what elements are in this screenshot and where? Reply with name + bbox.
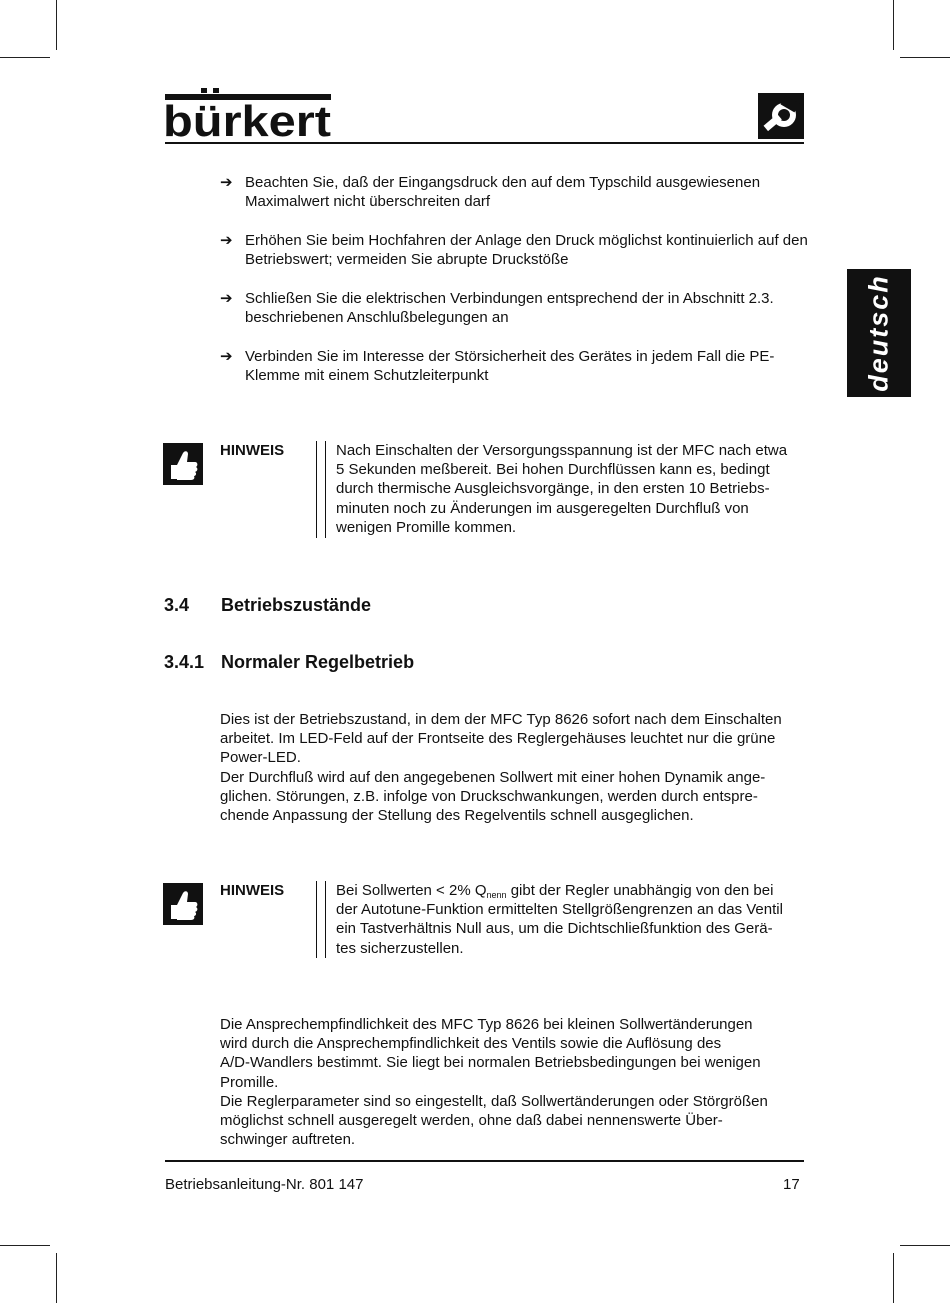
hint-text [336,881,816,958]
arrow-icon: ➔ [220,348,233,365]
text-line: chende Anpassung der Stellung des Regelventils schnell ausgeglichen. [220,807,694,825]
footer-rule [165,1160,804,1162]
subsection-heading [164,652,414,673]
hint-line: Nach Einschalten der Versorgungsspannung ist der MFC nach etwa [336,442,788,459]
hint-line: durch thermische Ausgleichsvorgänge, in den ersten 10 Betriebs- [336,480,770,498]
header-rule [165,142,804,144]
hint-label: HINWEIS [220,442,285,459]
crop-mark [56,1253,57,1303]
list-item [220,231,810,269]
language-tab [847,269,911,397]
text-line: A/D-Wandlers bestimmt. Sie liegt bei normalen Betriebsbedingungen bei wenigen [220,1054,761,1072]
text-line: Dies ist der Betriebszustand, in dem der MFC Typ 8626 sofort nach dem Einschalten [220,711,782,728]
text-line: Promille. [220,1073,279,1091]
hint-label: HINWEIS [220,882,285,899]
burkert-logo [163,88,333,140]
crop-mark [893,1253,894,1303]
hint-line: der Autotune-Funktion ermittelten Stellgrößengrenzen an das Ventil [336,901,783,919]
list-item-text: Beachten Sie, daß der Eingangsdruck den auf dem Typschild ausgewiesenen Maximalwert nicht überschreiten darf [245,174,761,210]
instruction-list [220,173,810,405]
text-line: möglichst schnell ausgeregelt werden, ohne daß dabei nennenswerte Über- [220,1112,723,1130]
section-number: 3.4 [164,595,190,615]
language-label: deutsch [863,274,894,392]
text-line: Power-LED. [220,749,301,767]
text-line: glichen. Störungen, z.B. infolge von Druckschwankungen, werden durch entspre- [220,787,758,805]
list-item [220,173,810,211]
manual-number: Betriebsanleitung-Nr. 801 147 [165,1176,364,1193]
subsection-title: Normaler Regelbetrieb [221,652,415,672]
arrow-icon: ➔ [220,174,233,191]
hint-divider [316,881,326,958]
crop-mark [56,0,57,50]
thumbs-up-icon [163,883,203,925]
subscript-nenn: nenn [486,890,507,900]
section-title: Betriebszustände [221,595,372,615]
list-item [220,347,810,385]
arrow-icon: ➔ [220,290,233,307]
list-item-text: Verbinden Sie im Interesse der Störsicherheit des Gerätes in jedem Fall die PE-Klemme mit einem Schutzleiterpunkt [245,348,775,384]
text-line: schwinger auftreten. [220,1131,356,1149]
body-paragraph [220,710,810,825]
hint-line: ein Tastverhältnis Null aus, um die Dichtschließfunktion des Gerä- [336,920,773,938]
hint-line: Bei Sollwerten < 2% $Q_{nenn}$ gibt der Regler unabhängig von den bei [336,882,774,900]
brand-text: bürkert [163,97,332,140]
crop-mark [900,57,950,58]
crop-mark [0,57,50,58]
list-item-text: Erhöhen Sie beim Hochfahren der Anlage den Druck möglichst kontinuierlich auf den Betriebswert; vermeiden Sie abrupte Druckstöße [245,232,808,268]
hint-line: wenigen Promille kommen. [336,518,517,536]
hint-box [163,441,808,541]
crop-mark [0,1245,50,1246]
section-heading [164,595,371,616]
text-line: arbeitet. Im LED-Feld auf der Frontseite des Reglergehäuses leuchtet nur die grüne [220,730,776,748]
list-item-text: Schließen Sie die elektrischen Verbindungen entsprechend der in Abschnitt 2.3. beschriebenen Anschlußbelegungen an [245,290,774,326]
hint-line: tes sicherzustellen. [336,939,464,957]
crop-mark [893,0,894,50]
arrow-icon: ➔ [220,232,233,249]
text-line: Der Durchfluß wird auf den angegebenen Sollwert mit einer hohen Dynamik ange- [220,768,766,786]
hint-line: minuten noch zu Änderungen im ausgeregelten Durchfluß von [336,499,749,517]
text-line: Die Ansprechempfindlichkeit des MFC Typ 8626 bei kleinen Sollwertänderungen [220,1016,753,1033]
body-paragraph [220,1015,810,1149]
page-number: 17 [783,1176,800,1193]
hint-line: 5 Sekunden meßbereit. Bei hohen Durchflüssen kann es, bedingt [336,461,770,479]
subsection-number: 3.4.1 [164,652,205,672]
wrench-icon [758,93,804,139]
text-line: Die Reglerparameter sind so eingestellt, daß Sollwertänderungen oder Störgrößen [220,1092,768,1110]
list-item [220,289,810,327]
crop-mark [900,1245,950,1246]
hint-box [163,881,808,961]
hint-text [336,441,816,537]
thumbs-up-icon [163,443,203,485]
text-line: wird durch die Ansprechempfindlichkeit des Ventils sowie die Auflösung des [220,1035,722,1053]
hint-divider [316,441,326,538]
